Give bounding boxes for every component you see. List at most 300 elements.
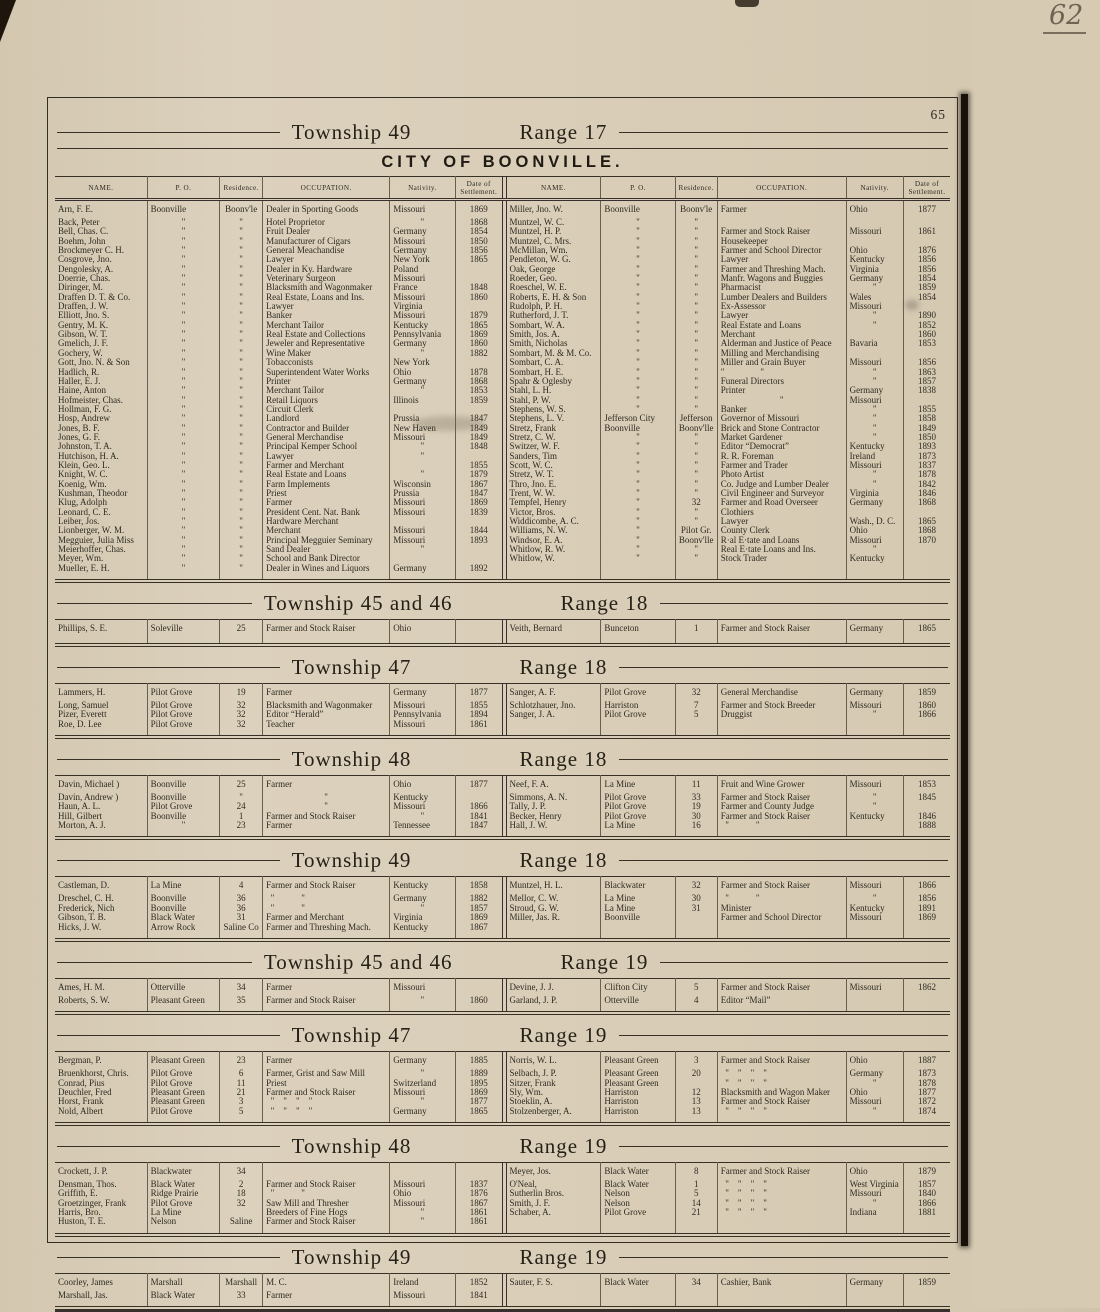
po-cell: " [147, 227, 219, 236]
po-cell: Marshall [147, 1273, 219, 1291]
nativity-cell: " [390, 442, 455, 451]
roster-body [55, 1162, 950, 1234]
residence-cell: 13 [675, 1097, 717, 1106]
residence-cell: " [220, 386, 263, 395]
date-cell: 1863 [903, 368, 950, 377]
residence-cell: 30 [675, 812, 717, 821]
po-cell: Pilot Grove [147, 1107, 219, 1124]
residence-cell: 32 [675, 684, 717, 702]
residence-cell: 4 [675, 996, 717, 1013]
po-cell [601, 1217, 675, 1234]
residence-cell: 12 [675, 1088, 717, 1097]
occupation-cell: Ex-Assessor [717, 302, 846, 311]
po-cell: Pilot Grove [601, 793, 675, 802]
occupation-cell: " " " " [717, 1189, 846, 1198]
date-cell: 1860 [903, 701, 950, 710]
name-cell: Sanders, Tim [506, 452, 601, 461]
table-row [55, 913, 950, 922]
date-cell: 1868 [903, 526, 950, 535]
nativity-cell: Kentucky [390, 321, 455, 330]
residence-cell [675, 1079, 717, 1088]
nativity-cell: Bavaria [846, 339, 903, 348]
name-cell: Windsor, E. A. [506, 536, 601, 545]
residence-cell [675, 913, 717, 922]
roster-table [55, 1051, 950, 1126]
name-cell: Stroud, G. W. [506, 904, 601, 913]
name-cell: Long, Samuel [58, 701, 109, 711]
occupation-cell: General Meachandise [263, 246, 390, 255]
occupation-cell: Principal Megguier Seminary [263, 536, 390, 545]
table-row [55, 620, 950, 646]
residence-cell: 5 [675, 978, 717, 996]
name-cell: Brockmeyer C. H. [58, 246, 124, 256]
occupation-cell: Superintendent Water Works [263, 368, 390, 377]
residence-cell: " [220, 274, 263, 283]
date-cell: 1859 [903, 1273, 950, 1291]
table-row [55, 821, 950, 838]
nativity-cell: Indiana [846, 1208, 903, 1217]
residence-cell: " [675, 246, 717, 255]
nativity-cell: Ireland [846, 452, 903, 461]
residence-cell: Boonv'le [675, 200, 717, 219]
name-cell: Miller, Jno. W. [506, 200, 601, 219]
po-cell: " [601, 293, 675, 302]
table-row [55, 1052, 950, 1070]
table-row [55, 470, 950, 479]
residence-cell: Marshall [220, 1273, 263, 1291]
date-cell: 1847 [455, 489, 502, 498]
name-cell: Switzer, W. F. [506, 442, 601, 451]
table-row [55, 227, 950, 236]
occupation-cell: Farmer and Stock Raiser [263, 812, 390, 821]
residence-cell: Boonv'le [220, 200, 263, 219]
date-cell: 1889 [455, 1069, 502, 1078]
date-cell: 1855 [455, 701, 502, 710]
occupation-cell: Priest [263, 489, 390, 498]
nativity-cell: Missouri [846, 461, 903, 470]
po-cell: " [601, 237, 675, 246]
po-cell: Harriston [601, 1107, 675, 1124]
occupation-cell: Farmer and Trader [717, 461, 846, 470]
date-cell: 1869 [455, 200, 502, 219]
residence-cell: Saline Co [220, 923, 263, 940]
occupation-cell: Editor “Mail” [717, 996, 846, 1013]
residence-cell: 33 [675, 793, 717, 802]
nativity-cell: " [846, 1199, 903, 1208]
po-cell: Pilot Grove [147, 701, 219, 710]
occupation-cell: Cashier, Bank [717, 1273, 846, 1291]
date-cell: 1882 [455, 349, 502, 358]
occupation-cell: Saw Mill and Thresher [263, 1199, 390, 1208]
po-cell: Pilot Grove [147, 710, 219, 719]
occupation-cell: Farmer and Stock Raiser [717, 793, 846, 802]
residence-cell: " [675, 452, 717, 461]
residence-cell: " [675, 339, 717, 348]
po-cell: Jefferson City [601, 414, 675, 423]
residence-cell: " [675, 489, 717, 498]
occupation-cell: Farm Implements [263, 480, 390, 489]
residence-cell: " [675, 274, 717, 283]
occupation-cell: Circuit Clerk [263, 405, 390, 414]
date-cell: 1842 [903, 480, 950, 489]
roster-body [55, 620, 950, 646]
residence-cell: " [675, 433, 717, 442]
name-cell: Sombart, W. A. [506, 321, 601, 330]
residence-cell: 21 [220, 1088, 263, 1097]
range-heading: Range 18 [519, 655, 608, 680]
nativity-cell: Missouri [390, 1180, 455, 1189]
handwritten-note [1042, 0, 1088, 35]
name-cell: Norris, W. L. [506, 1052, 601, 1070]
date-cell: 1872 [903, 1097, 950, 1106]
date-cell [455, 793, 502, 802]
po-cell: Soleville [147, 620, 219, 646]
residence-cell: Boonv'lle [675, 424, 717, 433]
occupation-cell: Farmer [263, 821, 390, 838]
residence-cell: " [220, 405, 263, 414]
name-cell: Hadlich, R. [58, 367, 100, 377]
occupation-cell [717, 1291, 846, 1308]
table-row [55, 433, 950, 442]
name-cell: Sombart, H. E. [506, 368, 601, 377]
residence-cell [220, 1208, 263, 1217]
nativity-cell: " [846, 894, 903, 903]
occupation-cell: Farmer and Stock Raiser [717, 812, 846, 821]
occupation-cell: Farmer and Stock Raiser [263, 996, 390, 1013]
name-cell: Elliott, Jno. S. [58, 311, 110, 321]
nativity-cell: " [846, 377, 903, 386]
po-cell: " [147, 339, 219, 348]
residence-cell: 3 [220, 1097, 263, 1106]
name-cell: Crockett, J. P. [58, 1165, 108, 1176]
po-cell: Clifton City [601, 978, 675, 996]
residence-cell: " [675, 517, 717, 526]
table-row [55, 1097, 950, 1106]
date-cell [903, 720, 950, 737]
po-cell: " [601, 311, 675, 320]
table-row [55, 536, 950, 545]
occupation-cell: Farmer and Threshing Mach. [717, 265, 846, 274]
nativity-cell: Ohio [846, 526, 903, 535]
name-cell: Hosp, Andrew [58, 414, 110, 424]
date-cell: 1878 [455, 368, 502, 377]
occupation-cell: Jeweler and Representative [263, 339, 390, 348]
nativity-cell: Missouri [390, 1199, 455, 1208]
date-cell [903, 396, 950, 405]
occupation-cell: Farmer [263, 1052, 390, 1070]
name-cell: Knight, W. C. [58, 470, 108, 480]
date-cell: 1857 [903, 377, 950, 386]
roster-table [55, 1273, 950, 1310]
roster-body [55, 1052, 950, 1124]
nativity-cell: Missouri [846, 1189, 903, 1198]
name-cell [506, 1217, 601, 1234]
occupation-cell [717, 218, 846, 227]
occupation-cell: Sand Dealer [263, 545, 390, 554]
residence-cell: " [220, 302, 263, 311]
name-cell: Diringer, M. [58, 283, 103, 293]
date-cell: 1868 [903, 498, 950, 507]
nativity-cell: Missouri [846, 358, 903, 367]
name-cell: Nold, Albert [58, 1106, 103, 1116]
nativity-cell: Germany [390, 564, 455, 581]
residence-cell: 32 [220, 710, 263, 719]
nativity-cell: Kentucky [846, 904, 903, 913]
township-heading: Township 47 [291, 1023, 412, 1048]
date-cell [903, 237, 950, 246]
name-cell: Whitlow, W. [506, 554, 601, 563]
heading-rule [619, 1035, 948, 1036]
table-row [55, 330, 950, 339]
table-row [55, 710, 950, 719]
name-cell: Stahl, P. W. [506, 396, 601, 405]
residence-cell: " [220, 517, 263, 526]
residence-cell: 5 [220, 1107, 263, 1124]
name-cell: Davin, Michael ) [58, 779, 120, 790]
name-cell: Muntzel, H. L. [506, 877, 601, 895]
name-cell: Marshall, Jas. [58, 1290, 108, 1300]
heading-rule [57, 1257, 280, 1258]
nativity-cell: New Haven [390, 424, 455, 433]
residence-cell: " [220, 293, 263, 302]
occupation-cell [717, 1217, 846, 1234]
po-cell: " [147, 405, 219, 414]
po-cell: Pleasant Green [601, 1079, 675, 1088]
table-row [55, 508, 950, 517]
residence-cell: " [220, 793, 263, 802]
date-cell: 1865 [903, 620, 950, 646]
date-cell: 1854 [455, 227, 502, 236]
po-cell: La Mine [601, 821, 675, 838]
table-row [55, 396, 950, 405]
name-cell: Gochery, W. [58, 348, 103, 358]
name-cell: Gott, Jno. N. & Son [58, 358, 130, 368]
po-cell: " [147, 517, 219, 526]
po-cell: Black Water [601, 1273, 675, 1291]
township-heading: Township 49 [291, 120, 412, 144]
date-cell: 1860 [455, 996, 502, 1013]
po-cell: " [147, 349, 219, 358]
nativity-cell: " [390, 452, 455, 461]
nativity-cell: " [846, 1107, 903, 1124]
section-heading [57, 1134, 948, 1159]
name-cell: Draffen D. T. & Co. [58, 292, 131, 302]
township-section [55, 1134, 950, 1237]
residence-cell: 4 [220, 877, 263, 895]
date-cell: 1844 [455, 526, 502, 535]
occupation-cell [717, 720, 846, 737]
name-cell: Sombart, M. & M. Co. [506, 349, 601, 358]
table-row [55, 237, 950, 246]
po-cell: La Mine [147, 877, 219, 895]
residence-cell: " [675, 321, 717, 330]
occupation-cell: Editor “Democrat” [717, 442, 846, 451]
occupation-cell: Hotel Proprietor [263, 218, 390, 227]
name-cell: Bergman, P. [58, 1055, 102, 1066]
name-cell [506, 1291, 601, 1308]
po-cell: Nelson [601, 1199, 675, 1208]
township-section [55, 1245, 950, 1310]
nativity-cell [846, 720, 903, 737]
table-row [55, 996, 950, 1013]
date-cell: 1848 [455, 283, 502, 292]
occupation-cell: " " [717, 894, 846, 903]
nativity-cell: Germany [390, 246, 455, 255]
name-cell: Groetzinger, Frank [58, 1198, 127, 1208]
residence-cell: " [220, 227, 263, 236]
table-row [55, 274, 950, 283]
name-cell: Gibson, T. B. [58, 913, 106, 923]
date-cell: 1845 [903, 793, 950, 802]
po-cell: " [147, 470, 219, 479]
residence-cell: " [675, 480, 717, 489]
date-cell: 1861 [903, 227, 950, 236]
date-cell: 1861 [455, 1208, 502, 1217]
occupation-cell: General Merchandise [263, 433, 390, 442]
date-cell [455, 452, 502, 461]
name-cell: Huston, T. E. [58, 1217, 106, 1227]
nativity-cell: Pennsylvania [390, 330, 455, 339]
name-cell: Densman, Thos. [58, 1179, 117, 1189]
residence-cell: " [220, 452, 263, 461]
table-row [55, 1273, 950, 1291]
name-cell: Hutchison, H. A. [58, 451, 119, 461]
nativity-cell: " [390, 349, 455, 358]
table-row [55, 978, 950, 996]
page-number: 65 [930, 107, 946, 122]
roster-table [55, 1162, 950, 1237]
occupation-cell: " " [717, 368, 846, 377]
date-cell: 1856 [903, 894, 950, 903]
nativity-cell: Missouri [390, 526, 455, 535]
table-row [55, 302, 950, 311]
date-cell: 1839 [455, 508, 502, 517]
name-cell: Miller, Jas. R. [506, 913, 601, 922]
occupation-cell: Principal Kemper School [263, 442, 390, 451]
table-row [55, 793, 950, 802]
township-heading: Township 49 [291, 848, 412, 873]
nativity-cell: Germany [846, 386, 903, 395]
nativity-cell: Ohio [390, 368, 455, 377]
nativity-cell: Ohio [846, 200, 903, 219]
po-cell: Black Water [147, 1291, 219, 1308]
date-cell [455, 274, 502, 283]
po-cell: Pleasant Green [147, 1088, 219, 1097]
occupation-cell: Farmer and Stock Raiser [717, 877, 846, 895]
nativity-cell: Kentucky [390, 923, 455, 940]
table-row [55, 358, 950, 367]
occupation-cell: Stock Trader [717, 554, 846, 563]
table-row [55, 684, 950, 702]
name-cell: Smith, J. F. [506, 1199, 601, 1208]
residence-cell: 25 [220, 620, 263, 646]
name-cell: Sauter, F. S. [506, 1273, 601, 1291]
po-cell: " [601, 489, 675, 498]
occupation-cell: Retail Liquors [263, 396, 390, 405]
date-cell: 1877 [455, 684, 502, 702]
residence-cell: 31 [220, 913, 263, 922]
section-heading [57, 848, 948, 873]
po-cell: Boonville [147, 812, 219, 821]
date-cell: 1893 [903, 442, 950, 451]
po-cell: La Mine [601, 776, 675, 794]
table-row [55, 218, 950, 227]
date-cell: 1859 [903, 283, 950, 292]
residence-cell: " [220, 414, 263, 423]
occupation-cell: Market Gardener [717, 433, 846, 442]
table-row [55, 564, 950, 581]
name-cell: Coorley, James [58, 1276, 113, 1287]
po-cell: " [601, 265, 675, 274]
po-cell: Ridge Prairie [147, 1189, 219, 1198]
occupation-cell: Veterinary Surgeon [263, 274, 390, 283]
occupation-cell: " " " " [717, 1199, 846, 1208]
date-cell: 1848 [455, 442, 502, 451]
name-cell: Garland, J. P. [506, 996, 601, 1013]
occupation-cell: Civil Engineer and Surveyor [717, 489, 846, 498]
po-cell: Pilot Grove [147, 1079, 219, 1088]
residence-cell: " [675, 283, 717, 292]
po-cell: " [147, 536, 219, 545]
occupation-cell: Real Estate and Loans [263, 470, 390, 479]
date-cell: 1869 [455, 498, 502, 507]
po-cell: " [601, 554, 675, 563]
occupation-cell: Real Estate and Loans [717, 321, 846, 330]
heading-rule [660, 962, 948, 963]
range-heading: Range 18 [519, 848, 608, 873]
residence-cell: 18 [220, 1189, 263, 1198]
occupation-cell: Lawyer [717, 517, 846, 526]
name-cell [506, 564, 601, 581]
po-cell: " [147, 452, 219, 461]
po-cell: " [147, 414, 219, 423]
nativity-cell [846, 1291, 903, 1308]
table-row [55, 894, 950, 903]
date-cell: 1840 [903, 1189, 950, 1198]
section-heading [57, 591, 948, 616]
column-header: Nativity. [390, 177, 455, 200]
nativity-cell: Missouri [846, 877, 903, 895]
date-cell [903, 802, 950, 811]
po-cell: " [601, 386, 675, 395]
po-cell: " [147, 564, 219, 581]
residence-cell: " [220, 368, 263, 377]
po-cell: " [147, 480, 219, 489]
date-cell: 1853 [455, 386, 502, 395]
po-cell: " [147, 821, 219, 838]
roster-body [55, 776, 950, 839]
name-cell: Jones, B. F. [58, 423, 100, 433]
residence-cell: " [220, 433, 263, 442]
nativity-cell [390, 554, 455, 563]
table-row [55, 200, 950, 219]
nativity-cell: " [390, 386, 455, 395]
po-cell: " [601, 274, 675, 283]
name-cell: Cosgrove, Jno. [58, 255, 112, 265]
occupation-cell: Manufacturer of Cigars [263, 237, 390, 246]
residence-cell: 11 [220, 1079, 263, 1088]
nativity-cell: " [846, 793, 903, 802]
name-cell: Haun, A. L. [58, 802, 101, 812]
date-cell [903, 218, 950, 227]
range-heading: Range 19 [519, 1133, 608, 1158]
table-row [55, 1189, 950, 1198]
name-cell: Selbach, J. P. [506, 1069, 601, 1078]
nativity-cell: " [390, 812, 455, 821]
date-cell [903, 349, 950, 358]
po-cell: " [147, 321, 219, 330]
nativity-cell: France [390, 283, 455, 292]
